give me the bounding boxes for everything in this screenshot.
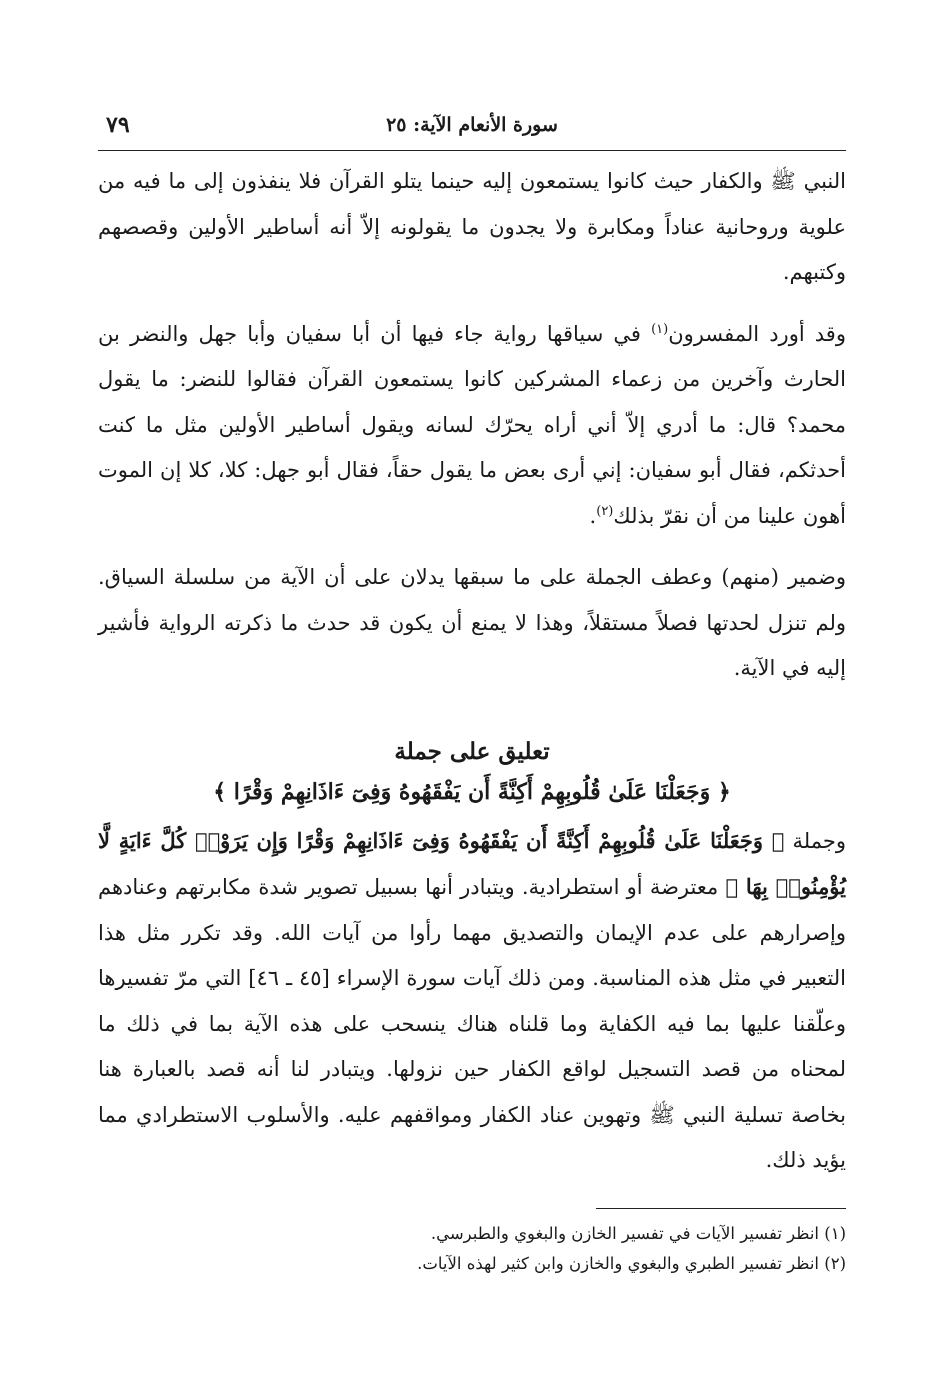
body-text: [98, 159, 846, 1184]
footnote-1: (١) انظر تفسير الآيات في تفسير الخازن والبغوي والطبرسي.: [430, 1223, 846, 1243]
paragraph-3: وضمير (منهم) وعطف الجملة على ما سبقها يدلان على أن الآية من سلسلة السياق. ولم تنزل لحدتها فصلاً مستقلاً، وهذا لا يمنع أن يكون قد حدث ما ذكرته الرواية فأشير إليه في الآية.: [98, 565, 846, 680]
book-page: [98, 108, 847, 1273]
paragraph-2-body: في سياقها رواية جاء فيها أن أبا سفيان وأبا جهل والنضر بن الحارث وآخرين من زعماء المشركين كانوا يستمعون القرآن فقالوا للنضر: ما يقول محمد؟ قال: ما أدري إلاّ أني أراه يحرّك لسانه ويقول أساطير الأولين مثل ما كنت أحدثكم، فقال أبو سفيان: إني أرى بعض ما يقول حقاً، فقال أبو جهل: كلا، كلا إن الموت أهون علينا من أن نقرّ بذلك: [98, 321, 846, 528]
commentary-paragraph: [98, 818, 846, 1184]
page-number: ٧٩: [106, 112, 130, 138]
section-verse: ﴿ وَجَعَلْنَا عَلَىٰ قُلُوبِهِمْ أَكِنَّةً أَن يَفْقَهُوهُ وَفِىٓ ءَاذَانِهِمْ وَقْرًا ﴾: [213, 778, 731, 805]
paragraph-2: [98, 312, 846, 540]
section-title: تعليق على جملة: [394, 737, 550, 765]
commentary-rest: معترضة أو استطرادية. ويتبادر أنها بسبيل تصوير شدة مكابرتهم وعنادهم وإصرارهم على عدم الإيمان والتصديق مهما رأوا من آيات الله. وقد تكرر مثل هذا التعبير في مثل هذه المناسبة. ومن ذلك آيات سورة الإسراء [٤٥ ـ ٤٦] التي مرّ تفسيرها وعلّقنا عليها بما فيه الكفاية وما قلناه هناك ينسحب على هذه الآية بما في ذلك ما لمحناه من قصد التسجيل لواقع الكفار حين نزولها. ويتبادر لنا أنه قصد بالعبارة هنا بخاصة تسلية النبي ﷺ وتهوين عناد الكفار ومواقفهم عليه. والأسلوب الاستطرادي مما يؤيد ذلك.: [98, 875, 846, 1172]
footnotes: [98, 1219, 846, 1279]
footnote-2: (٢) انظر تفسير الطبري والبغوي والخازن وابن كثير لهذه الآيات.: [417, 1253, 846, 1273]
footnote-ref-1[interactable]: (١): [651, 321, 669, 337]
paragraph-2-start: وقد أورد المفسرون: [668, 321, 846, 346]
footnote-divider: [596, 1208, 846, 1209]
commentary-start: وجملة: [784, 828, 846, 853]
commentary-verse: ﴿ وَجَعَلْنَا عَلَىٰ قُلُوبِهِمْ أَكِنَّةً أَن يَفْقَهُوهُ وَفِىٓ ءَاذَانِهِمْ وَقْرًا وَإِن يَرَوْا۟ كُلَّ ءَايَةٍ لَّا يُؤْمِنُوا۟ بِهَا ﴾: [98, 827, 847, 899]
paragraph-1: النبي ﷺ والكفار حيث كانوا يستمعون إليه حينما يتلو القرآن فلا ينفذون إلى ما فيه من علوية وروحانية عناداً ومكابرة ولا يجدون ما يقولونه إلاّ أنه أساطير الأولين وقصصهم وكتبهم.: [98, 169, 846, 284]
running-header: [98, 108, 846, 151]
footnote-ref-2[interactable]: (٢): [596, 503, 614, 519]
header-title: سورة الأنعام الآية: ٢٥: [386, 114, 558, 136]
paragraph-2-end: .: [589, 503, 597, 528]
